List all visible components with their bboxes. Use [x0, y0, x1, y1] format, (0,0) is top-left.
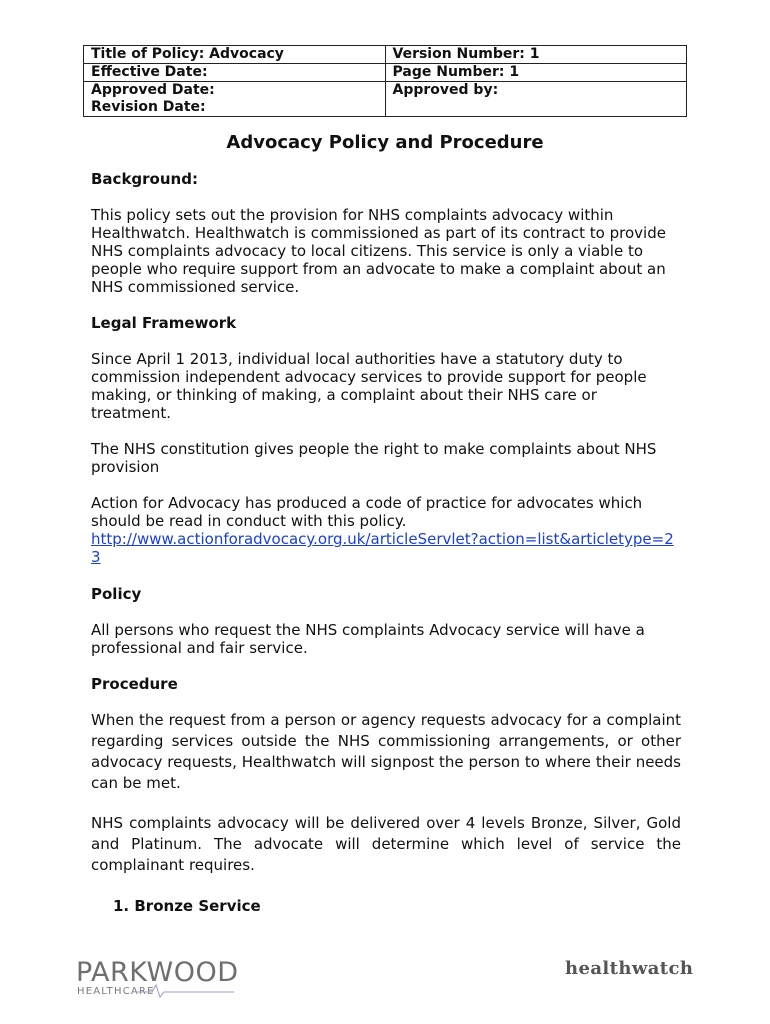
policy-meta-table: [83, 45, 687, 117]
legal-framework-heading: Legal Framework: [91, 314, 237, 332]
table-row: [84, 46, 687, 64]
healthwatch-logo: healthwatch: [565, 958, 694, 979]
parkwood-logo: [76, 958, 246, 1002]
approved-date-label: Approved Date:: [91, 82, 215, 98]
procedure-paragraph-2: NHS complaints advocacy will be delivered over 4 levels Bronze, Silver, Gold and Platinum. The advocate will determine which level of service the complainant requires.: [91, 814, 681, 874]
revision-date-label: Revision Date:: [91, 99, 206, 115]
list-item: [113, 897, 261, 915]
parkwood-subtitle: HEALTHCARE: [77, 986, 155, 997]
action-for-advocacy-link[interactable]: http://www.actionforadvocacy.org.uk/articleServlet?action=list&articletype=23: [91, 530, 674, 566]
legal-framework-paragraph: Since April 1 2013, individual local authorities have a statutory duty to commission independent advocacy services to provide support for people making, or thinking of making, a complaint about their NHS care or treatment.: [91, 350, 647, 422]
table-row: [84, 64, 687, 82]
effective-date-cell: Effective Date:: [84, 64, 386, 82]
title-of-policy-cell: Title of Policy: Advocacy: [84, 46, 386, 64]
approved-date-cell: [84, 82, 386, 117]
list-number: 1.: [113, 897, 130, 915]
constitution-paragraph: The NHS constitution gives people the right to make complaints about NHS provision: [91, 440, 657, 476]
code-of-practice-paragraph: [91, 494, 681, 566]
version-number-cell: Version Number: 1: [385, 46, 687, 64]
procedure-paragraph-1: When the request from a person or agency requests advocacy for a complaint regarding services outside the NHS commissioning arrangements, or other advocacy requests, Healthwatch will signpost the person to where their needs can be met.: [91, 711, 681, 792]
page-title: Advocacy Policy and Procedure: [226, 132, 544, 153]
policy-heading: Policy: [91, 585, 142, 603]
bronze-service-heading: Bronze Service: [134, 897, 261, 915]
parkwood-wordmark: PARKWOOD: [76, 957, 239, 988]
page-number-cell: Page Number: 1: [385, 64, 687, 82]
policy-paragraph: All persons who request the NHS complaints Advocacy service will have a professional and fair service.: [91, 621, 645, 657]
heartbeat-line-icon: [136, 982, 236, 998]
background-paragraph: This policy sets out the provision for NHS complaints advocacy within Healthwatch. Healthwatch is commissioned as part of its contract to provide NHS complaints advocacy to local citizens. This service is only a viable to people who require support from an advocate to make a complaint about an NHS commissioned service.: [91, 206, 666, 296]
approved-by-cell: Approved by:: [385, 82, 687, 117]
background-heading: Background:: [91, 170, 198, 188]
table-row: [84, 82, 687, 117]
code-of-practice-text: Action for Advocacy has produced a code of practice for advocates which should be read in conduct with this policy.: [91, 494, 643, 530]
procedure-heading: Procedure: [91, 675, 178, 693]
